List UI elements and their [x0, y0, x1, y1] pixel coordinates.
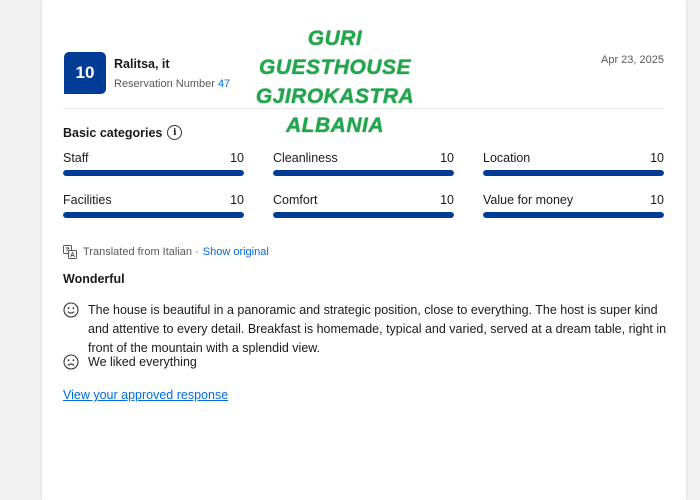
category-value: 10: [440, 151, 454, 165]
category-label: Facilities: [63, 193, 112, 207]
reservation-number[interactable]: 47: [217, 78, 231, 90]
category-bar-fill: [273, 212, 454, 218]
category-comfort: [273, 193, 454, 221]
review-title: Wonderful: [63, 272, 125, 286]
category-bar: [63, 170, 244, 176]
frown-icon: [63, 354, 79, 370]
score-badge: 10: [64, 52, 106, 94]
categories-title-text: Basic categories: [63, 125, 163, 140]
negative-review: [63, 353, 673, 372]
watermark-line: GURI: [307, 27, 363, 50]
category-bar: [273, 212, 454, 218]
category-bar: [483, 170, 664, 176]
info-icon[interactable]: i: [167, 125, 182, 140]
category-label: Location: [483, 151, 531, 165]
translate-icon: [63, 245, 77, 259]
reservation-info: [114, 78, 230, 90]
category-bar: [273, 170, 454, 176]
watermark-line: ALBANIA: [286, 114, 384, 137]
show-original-link[interactable]: Show original: [202, 246, 269, 258]
category-value: 10: [230, 193, 244, 207]
watermark-line: GJIROKASTRA: [255, 85, 415, 108]
smile-icon: [63, 302, 79, 318]
category-staff: [63, 151, 244, 179]
negative-text: We liked everything: [88, 355, 197, 369]
category-label: Value for money: [483, 193, 574, 207]
category-bar: [483, 212, 664, 218]
category-label: Cleanliness: [273, 151, 338, 165]
category-value: 10: [650, 193, 664, 207]
categories-title: [63, 125, 182, 140]
category-bar-fill: [483, 212, 664, 218]
category-bar: [63, 212, 244, 218]
category-bar-fill: [273, 170, 454, 176]
category-cleanliness: [273, 151, 454, 179]
category-value: 10: [440, 193, 454, 207]
translation-text: Translated from Italian ·: [83, 246, 199, 258]
category-label: Comfort: [273, 193, 318, 207]
category-value: 10: [230, 151, 244, 165]
guesthouse-watermark: [242, 24, 428, 140]
watermark-line: GUESTHOUSE: [258, 56, 412, 79]
translation-note: [63, 245, 269, 259]
positive-text: The house is beautiful in a panoramic and strategic position, close to everything. The host is super kind and attentive to every detail. Breakfast is homemade, typical and varied, served at a dream table, right in front of the mountain with a splendid view.: [88, 303, 667, 355]
review-date: Apr 23, 2025: [601, 54, 664, 66]
category-location: [483, 151, 664, 179]
view-approved-response-link[interactable]: View your approved response: [63, 388, 229, 402]
category-facilities: [63, 193, 244, 221]
guest-name: Ralitsa, it: [114, 57, 170, 71]
review-card: [42, 0, 686, 500]
positive-review: [63, 301, 673, 358]
category-value-for-money: [483, 193, 664, 221]
category-bar-fill: [483, 170, 664, 176]
reservation-label: Reservation Number: [114, 78, 215, 90]
category-bar-fill: [63, 170, 244, 176]
category-bar-fill: [63, 212, 244, 218]
category-value: 10: [650, 151, 664, 165]
category-label: Staff: [63, 151, 89, 165]
